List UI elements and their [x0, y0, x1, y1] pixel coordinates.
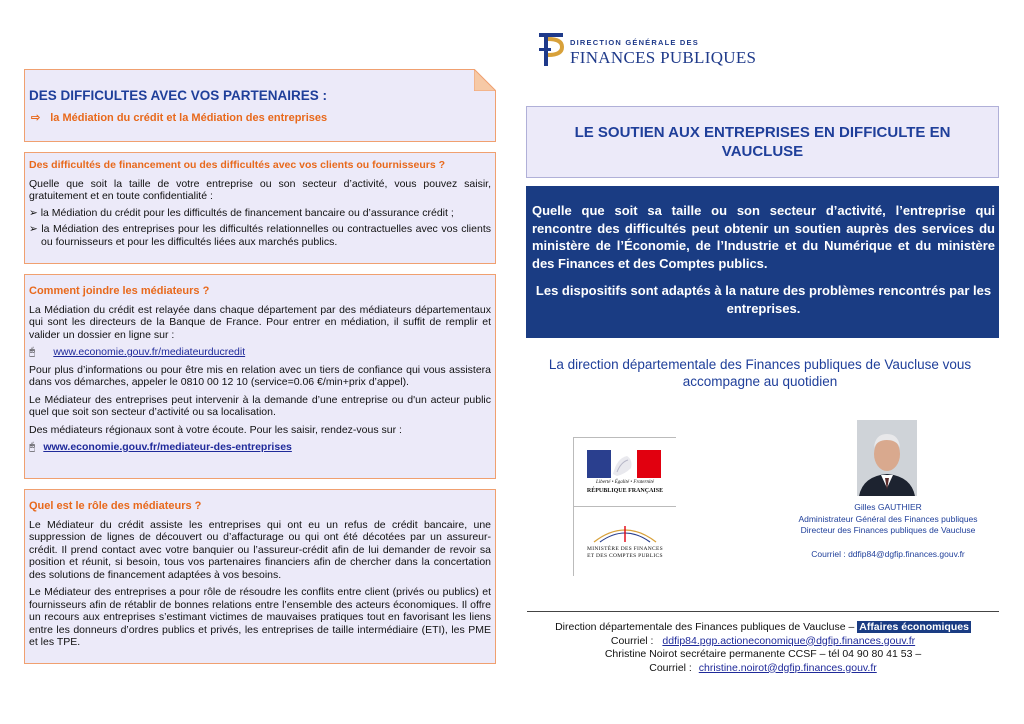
- mediateur-entreprises-link[interactable]: www.economie.gouv.fr/mediateur-des-entreprises: [43, 441, 292, 453]
- director-photo: [857, 420, 917, 496]
- footer-courriel-label: Courriel :: [610, 634, 654, 647]
- main-title-box: [526, 106, 999, 178]
- main-title: LE SOUTIEN AUX ENTREPRISES EN DIFFICULTE EN VAUCLUSE: [574, 124, 951, 160]
- financing-bullet-2: ➢ la Médiation des entreprises pour les difficultés relationnelles ou contractuelles avec vos clients ou fournisseurs et pour les difficultés liées aux marchés publics.: [29, 223, 491, 248]
- logo-line2: FINANCES PUBLIQUES: [570, 48, 757, 67]
- dgfip-emblem-icon: [536, 30, 566, 68]
- blue-info-box: [526, 186, 999, 338]
- dgfip-logo: [536, 30, 766, 70]
- contact-p1: La Médiation du crédit est relayée dans chaque département par des médiateurs départementaux qui sont les directeurs de la Banque de France. Pour entrer en médiation, il suffit de remplir et valider un dossier en ligne sur :: [29, 303, 491, 341]
- contact-p3: Le Médiateur des entreprises peut intervenir à la demande d’une entreprise ou d'un acteur public quel que soit son secteur d’activité ou sa localisation.: [29, 393, 491, 418]
- director-name: Gilles GAUTHIER: [854, 502, 922, 512]
- footer: [527, 621, 999, 675]
- footer-line3: Christine Noirot secrétaire permanente CCSF – tél 04 90 80 41 53 –: [604, 648, 922, 660]
- rf-name: RÉPUBLIQUE FRANÇAISE: [586, 488, 664, 494]
- partners-title: DES DIFFICULTES AVEC VOS PARTENAIRES :: [29, 88, 328, 103]
- ministere-logo: [574, 510, 676, 574]
- director-portrait-icon: [857, 420, 917, 496]
- footer-divider: [527, 611, 999, 612]
- partners-box: [24, 69, 496, 142]
- arrow-icon: ⇨: [31, 112, 41, 124]
- footer-line4: [527, 662, 999, 676]
- director-email: Courriel : ddfip84@dgfip.finances.gouv.fr: [811, 548, 965, 559]
- role-box: [24, 489, 496, 664]
- contact-heading: Comment joindre les médiateurs ?: [29, 285, 210, 297]
- hand-pointer-icon: 🖰: [29, 346, 36, 358]
- marianne-flag-icon: [587, 450, 661, 478]
- accompany-text: La direction départementale des Finances publiques de Vaucluse vous accompagne au quotidien: [548, 357, 972, 389]
- logo-line1: DIRECTION GÉNÉRALE DES: [570, 38, 699, 47]
- financing-heading: Des difficultés de financement ou des difficultés avec vos clients ou fournisseurs ?: [29, 159, 446, 171]
- government-logos: [573, 437, 676, 576]
- contact-p2: Pour plus d’informations ou pour être mis en relation avec un tiers de confiance qui vous assistera dans vos démarches, appeler le 0810 00 12 10 (service=0.06 €/min+prix d’appel).: [29, 363, 491, 388]
- ministere-line1: MINISTÈRE DES FINANCES: [587, 546, 663, 552]
- footer-courriel-label-2: Courriel :: [649, 661, 692, 674]
- footer-email-link[interactable]: ddfip84.pgp.actioneconomique@dgfip.finances.gouv.fr: [662, 634, 916, 647]
- folded-corner-icon: [474, 69, 496, 91]
- role-p1: Le Médiateur du crédit assiste les entreprises qui ont eu un refus de crédit bancaire, une suppression de lignes de découvert ou d’affacturage ou qui ont été décotées par un assureur-crédit. Il prend contact avec votre banquier ou l’assureur-crédit afin de lui demander de revoir sa position et réunit, si besoin, tous vos partenaires financiers afin de chercher dans la concertation des solutions de financement adaptées à vos besoins.: [29, 518, 491, 581]
- financing-intro: Quelle que soit la taille de votre entreprise ou son secteur d’activité, vous pouvez saisir, gratuitement et en toute confidentialité :: [29, 177, 491, 202]
- footer-direction: Direction départementale des Finances publiques de Vaucluse –: [555, 621, 855, 633]
- ministere-arc-icon: [590, 522, 660, 544]
- hand-pointer-icon-2: 🖰: [29, 441, 36, 453]
- financing-bullet-1: ➢ la Médiation du crédit pour les difficultés de financement bancaire ou d’assurance crédit ;: [29, 206, 454, 219]
- director-role2: Directeur des Finances publiques de Vaucluse: [800, 525, 976, 535]
- blue-p2: Les dispositifs sont adaptés à la nature des problèmes rencontrés par les entreprises.: [535, 283, 992, 316]
- partners-subtitle: la Médiation du crédit et la Médiation des entreprises: [50, 112, 328, 124]
- republique-logo: [574, 438, 676, 504]
- director-role1: Administrateur Général des Finances publiques: [798, 513, 978, 524]
- role-p2: Le Médiateur des entreprises a pour rôle de résoudre les conflits entre client (privés ou publics) et fournisseurs afin de rétablir de bonnes relations entre l’ensemble des acteurs économiques. Il offre un recours aux entreprises s’estimant victimes de mauvaises pratiques tout en favorisant les liens entre les donneurs d’ordres publics et privés, les entreprises de taille intermédiaire (ETI), les PME et les TPE.: [29, 586, 491, 648]
- mediation-credit-link[interactable]: www.economie.gouv.fr/mediateurducredit: [53, 346, 246, 358]
- footer-line1: [527, 621, 999, 635]
- financing-box: [24, 152, 496, 264]
- footer-email-link-2[interactable]: christine.noirot@dgfip.finances.gouv.fr: [698, 661, 877, 674]
- blue-p1: Quelle que soit sa taille ou son secteur d’activité, l’entreprise qui rencontre des difficultés peut obtenir un soutien auprès des services du ministère de l’Économie, de l’Industrie et du Numérique et du ministère des Finances et des Comptes publics.: [532, 203, 995, 271]
- director-info: [775, 502, 1001, 560]
- rf-motto: Liberté • Égalité • Fraternité: [596, 480, 654, 485]
- footer-line2: [527, 635, 999, 649]
- contact-p4: Des médiateurs régionaux sont à votre écoute. Pour les saisir, rendez-vous sur :: [29, 423, 402, 436]
- contact-box: [24, 274, 496, 479]
- footer-highlight: Affaires économiques: [859, 621, 969, 633]
- ministere-line2: ET DES COMPTES PUBLICS: [587, 553, 663, 559]
- role-heading: Quel est le rôle des médiateurs ?: [29, 500, 202, 512]
